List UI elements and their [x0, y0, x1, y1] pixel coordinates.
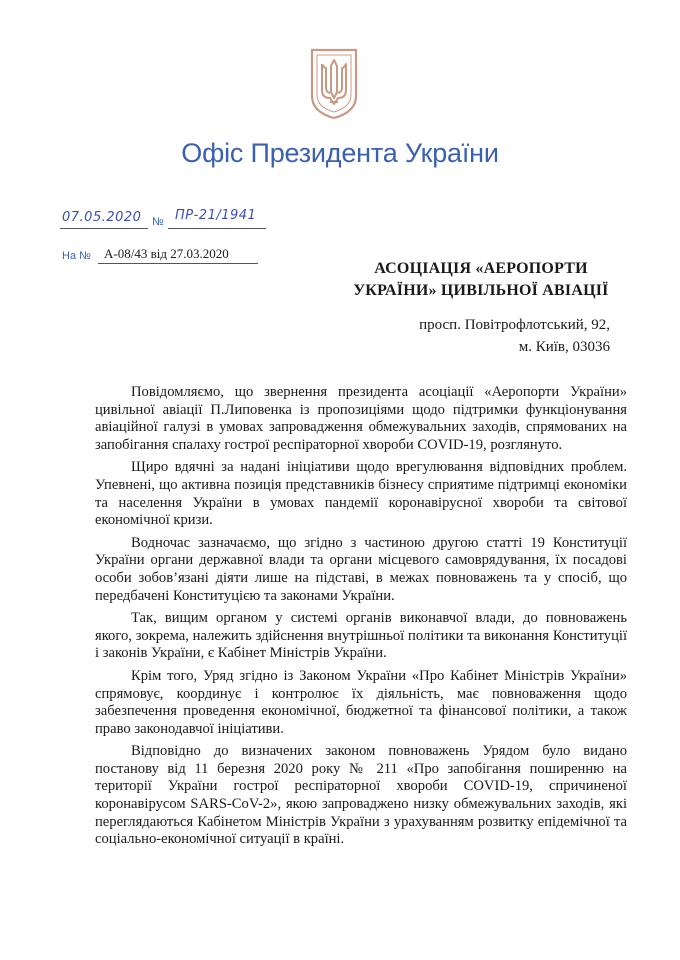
ukraine-trident-icon — [308, 46, 360, 120]
outgoing-date: 07.05.2020 — [62, 210, 142, 225]
body-paragraph: Так, вищим органом у системі органів виконавчої влади, до повноважень якого, зокрема, належить здійснення внутрішньої політики та виконання Конституції і законів України, є Кабінет Міністрів України. — [95, 610, 627, 662]
address-line-2: м. Київ, 03036 — [518, 339, 610, 355]
address-line-1: просп. Повітрофлотський, 92, — [419, 317, 610, 333]
reply-to-reference: А-08/43 від 27.03.2020 — [104, 246, 229, 261]
recipient-address — [372, 314, 610, 358]
recipient-block — [340, 258, 622, 302]
outgoing-number: ПР-21/1941 — [175, 208, 257, 223]
number-label: № — [152, 216, 164, 228]
office-title: Офіс Президента України — [181, 138, 499, 168]
recipient-line-2: УКРАЇНИ» ЦИВІЛЬНОЇ АВІАЦІЇ — [353, 282, 609, 299]
reply-to-label: На № — [62, 250, 91, 262]
letter-body — [95, 384, 627, 854]
body-paragraph: Щиро вдячні за надані ініціативи щодо врегулювання відповідних проблем. Упевнені, що активна позиція представників бізнесу сприятиме підтримці економіки та населення України в умовах пандемії коронавірусної хвороби та світової економічної кризи. — [95, 459, 627, 529]
body-paragraph: Відповідно до визначених законом повноважень Урядом було видано постанову від 11 березня 2020 року № 211 «Про запобігання поширенню на території України гострої респіраторної хвороби COVID-19, спричиненої коронавірусом SARS-CoV-2», якою запроваджено низку обмежувальних заходів, які переглядаються Кабінетом Міністрів України з урахуванням розвитку епідемічної та соціально-економічної ситуації в країні. — [95, 743, 627, 848]
reply-to-underline — [98, 263, 258, 264]
body-paragraph: Крім того, Уряд згідно із Законом України «Про Кабінет Міністрів України» спрямовує, координує і контролює їх діяльність, має повноваження щодо забезпечення проведення економічної, бюджетної та фінансової політики, а також право законодавчої ініціативи. — [95, 667, 627, 737]
number-underline — [168, 228, 266, 229]
recipient-line-1: АСОЦІАЦІЯ «АЕРОПОРТИ — [374, 260, 588, 277]
body-paragraph: Повідомляємо, що звернення президента асоціації «Аеропорти України» цивільної авіації П.Липовенка із пропозиціями щодо підтримки функціонування авіаційної галузі в умовах запровадження обмежувальних заходів, спрямованих на запобігання спалаху гострої респіраторної хвороби COVID-19, розглянуто. — [95, 384, 627, 453]
body-paragraph: Водночас зазначаємо, що згідно з частиною другою статті 19 Конституції України органи державної влади та органи місцевого самоврядування, їх посадові особи зобов’язані діяти лише на підставі, в межах повноважень та у спосіб, що передбачені Конституцією та законами України. — [95, 534, 627, 604]
date-underline — [60, 228, 148, 229]
